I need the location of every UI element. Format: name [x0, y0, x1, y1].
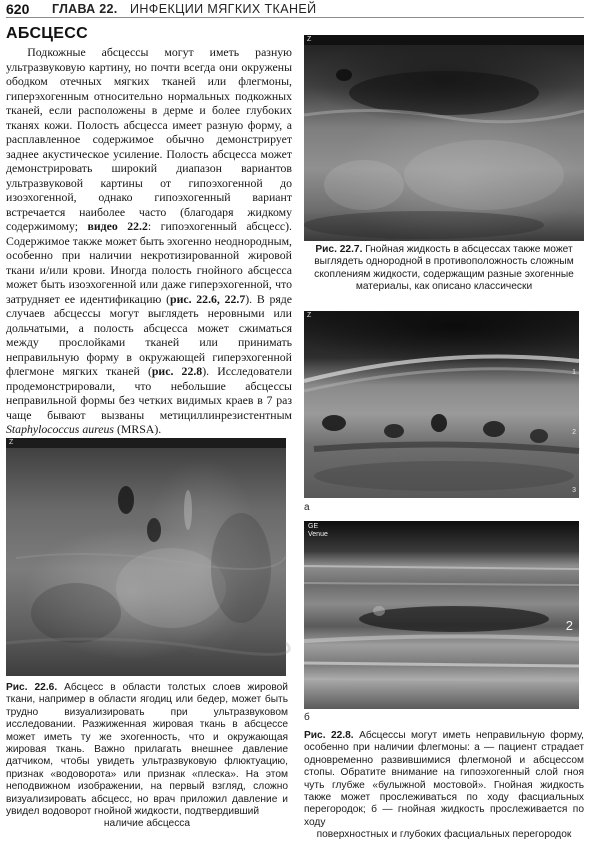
- depth-mark-2: 2: [572, 429, 576, 436]
- ultrasound-image-fig-22-8a: [304, 311, 579, 498]
- depth-mark-3: 3: [572, 487, 576, 494]
- chapter-title: ИНФЕКЦИИ МЯГКИХ ТКАНЕЙ: [130, 2, 317, 16]
- bold-reference: Рис. 22.6.: [6, 682, 58, 693]
- italic-term: Staphylococcus aureus: [6, 422, 115, 436]
- caption-text: [6, 682, 288, 817]
- text-run: (MRSA).: [114, 422, 162, 436]
- depth-mark-1: 1: [572, 369, 576, 376]
- body-paragraph: [6, 45, 292, 435]
- caption-text: [304, 730, 584, 828]
- ultrasound-image-fig-22-7: [304, 35, 584, 241]
- ultrasound-image-fig-22-6: [6, 438, 286, 676]
- figure-caption-22-7: [304, 244, 584, 294]
- bold-reference: Рис. 22.7.: [315, 244, 363, 255]
- caption-last-line: наличие абсцесса: [103, 818, 191, 830]
- header-rule: [6, 17, 584, 18]
- probe-marker: Z: [307, 312, 312, 319]
- device-label: [308, 523, 328, 539]
- running-header: [0, 0, 590, 20]
- bold-reference: видео 22.2: [87, 219, 148, 233]
- bold-reference: рис. 22.6, 22.7: [170, 291, 246, 306]
- ultrasound-image-fig-22-8b: [304, 521, 579, 709]
- probe-marker: Z: [9, 439, 14, 446]
- figure-caption-22-6: [6, 682, 288, 831]
- text-run: ). В ряде случаев абсцессы могут выглядеть неровными или дольчатыми, а полость абсцесса может сжиматься между прослойками тканей или принимать неправильную форму в окружающей гиперэхогенной флегмоне мягких тканей (: [6, 291, 293, 378]
- device-brand: GE: [308, 523, 319, 530]
- figure-caption-22-8: [304, 730, 584, 842]
- panel-letter-a: а: [304, 502, 310, 513]
- text-run: ). Исследователи продемонстрировали, что небольшие абсцессы неправильной формы без четких видимых краев в 7 раз чаще бывают вызваны метициллинрезистентным: [6, 364, 293, 422]
- section-title: АБСЦЕСС: [6, 25, 88, 42]
- ultrasound-texture: [304, 35, 584, 241]
- ultrasound-texture: [6, 438, 286, 676]
- page-number: 620: [6, 1, 30, 17]
- depth-mark: 2: [565, 618, 573, 633]
- text-run: Подкожные абсцессы могут иметь разную ультразвуковую картину, но почти всегда они окружены ободком отечных мягких тканей или флегмоны, гиперэхогенным относительно нормальных подкожных тканей, если расположены в дерме и более глубоких тканях кожи. Полость абсцесса имеет разную форму, а расплавленное содержимое обычно демонстрирует заднее акустическое усиление. Полость абсцесса может демонстрировать широкий диапазон вариантов ультразвуковой картины от гипоэхогенной до изоэхогенной, однако гипоэхогенный вариант встречается наиболее часто (благодаря жидкому содержимому;: [6, 45, 292, 233]
- caption-last-line: поверхностных и глубоких фасциальных перегородок: [316, 829, 572, 841]
- panel-letter-b: б: [304, 712, 310, 723]
- bold-reference: рис. 22.8: [151, 364, 203, 378]
- text-run: : гипоэхогенный абсцесс). Содержимое также может быть эхогенно неоднородным, особенно при наличии некротизированной жировой ткани и/или крови. Иногда полость гнойного абсцесса может быть изоэхогенной или даже гиперэхогенной, что затрудняет ее идентификацию (: [6, 219, 292, 306]
- text-run: Абсцесс в области толстых слоев жировой ткани, например в области ягодиц или бедер, может быть трудно визуализировать при ультразвуковом исследовании. Разжиженная жировая ткань в абсцессе может иметь ту же эхогенность, что и окружающая жировая ткань. Важно прилагать внешнее давление датчиком, чтобы увидеть ультразвуковую флюктуацию, признак «водоворота» или признак «плеска». На этом неподвижном изображении, на первый взгляд, сложно визуализировать абсцесс, но врач приложил давление и увидел водоворот гнойной жидкости, подтвердивший: [6, 682, 288, 818]
- bold-reference: Рис. 22.8.: [304, 730, 354, 741]
- ultrasound-texture: [304, 521, 579, 709]
- text-run: Абсцессы могут иметь неправильную форму, особенно при наличии флегмоны: а — пациент страдает одновременно развившимися флегмоной и абсцессом стопы. Обратите внимание на гипоэхогенный слой гноя чуть глубже «булыжной мостовой». Гнойная жидкость также может прослеживаться по ходу фасциальных перегородок; б — гнойная жидкость прослеживается по ходу: [304, 730, 584, 828]
- text-run: Гнойная жидкость в абсцессах также может выглядеть однородной в противоположность сложным скоплениям жидкости, содержащим разные эхогенные материалы, как описано классически: [314, 244, 574, 293]
- chapter-label: ГЛАВА 22.: [52, 2, 118, 16]
- ultrasound-texture: [304, 311, 579, 498]
- device-model: Venue: [308, 531, 328, 538]
- probe-marker: Z: [307, 36, 312, 43]
